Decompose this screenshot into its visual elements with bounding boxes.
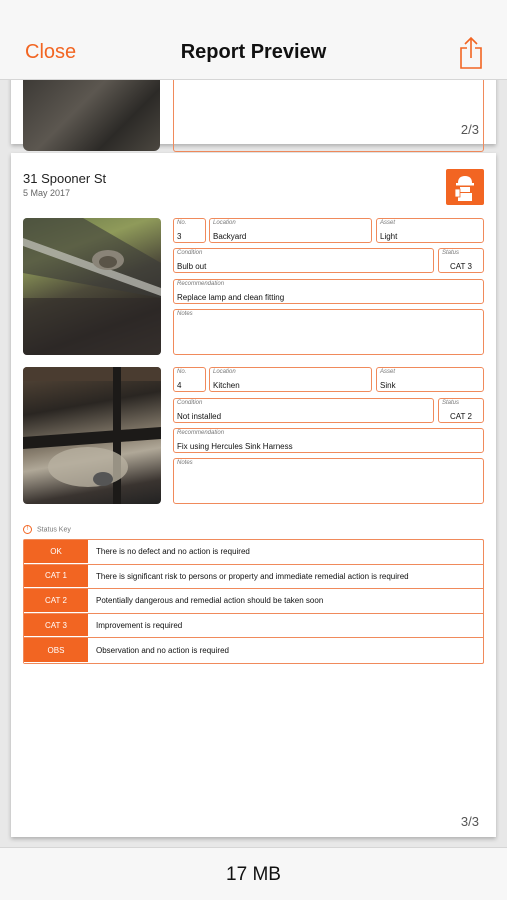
status-key-table <box>23 539 484 664</box>
item-no-field: No. 4 <box>173 367 206 392</box>
status-key-row <box>24 638 483 663</box>
item-status-field: Status CAT 3 <box>438 248 484 273</box>
property-address: 31 Spooner St <box>23 171 107 186</box>
status-key-row <box>24 565 483 590</box>
navigation-bar <box>0 0 507 80</box>
inspector-logo-icon <box>446 169 484 205</box>
item-location-field: Location Backyard <box>209 218 372 243</box>
report-date: 5 May 2017 <box>23 188 71 198</box>
item-photo <box>23 218 161 355</box>
report-page <box>11 153 496 837</box>
status-description: Observation and no action is required <box>96 646 229 656</box>
status-description: There is no defect and no action is required <box>96 547 250 557</box>
item-no-field: No. 3 <box>173 218 206 243</box>
item-location-field: Location Kitchen <box>209 367 372 392</box>
item-status-field: Status CAT 2 <box>438 398 484 423</box>
status-key-row <box>24 540 483 565</box>
item-photo <box>23 367 161 504</box>
status-description: Improvement is required <box>96 621 183 631</box>
page-number: 3/3 <box>460 814 479 829</box>
item-notes-field: Notes <box>173 458 484 504</box>
file-size-label: 17 MB <box>226 864 281 885</box>
share-icon[interactable] <box>458 36 484 70</box>
status-code: CAT 1 <box>24 565 88 589</box>
item-notes-field: Notes <box>173 309 484 355</box>
status-code: CAT 3 <box>24 614 88 638</box>
status-description: There is significant risk to persons or property and immediate remedial action is required <box>96 571 409 581</box>
status-code: OK <box>24 540 88 564</box>
item-photo <box>23 80 160 151</box>
status-key-title: ! Status Key <box>23 525 71 534</box>
info-icon: ! <box>23 525 32 534</box>
item-asset-field: Asset Sink <box>376 367 484 392</box>
page-number: 2/3 <box>460 122 479 137</box>
item-asset-field: Asset Light <box>376 218 484 243</box>
status-description: Potentially dangerous and remedial action should be taken soon <box>96 596 324 606</box>
item-recommendation-field: Recommendation Fix using Hercules Sink Harness <box>173 428 484 453</box>
status-code: OBS <box>24 638 88 663</box>
page-title: Report Preview <box>180 41 327 63</box>
close-button[interactable]: Close <box>25 41 77 63</box>
status-key-row <box>24 614 483 639</box>
status-code: CAT 2 <box>24 589 88 613</box>
item-condition-field: Condition Not installed <box>173 398 434 423</box>
bottom-toolbar <box>0 847 507 900</box>
item-recommendation-field: Recommendation Replace lamp and clean fitting <box>173 279 484 304</box>
notes-field <box>173 80 484 152</box>
status-key-row <box>24 589 483 614</box>
item-condition-field: Condition Bulb out <box>173 248 434 273</box>
